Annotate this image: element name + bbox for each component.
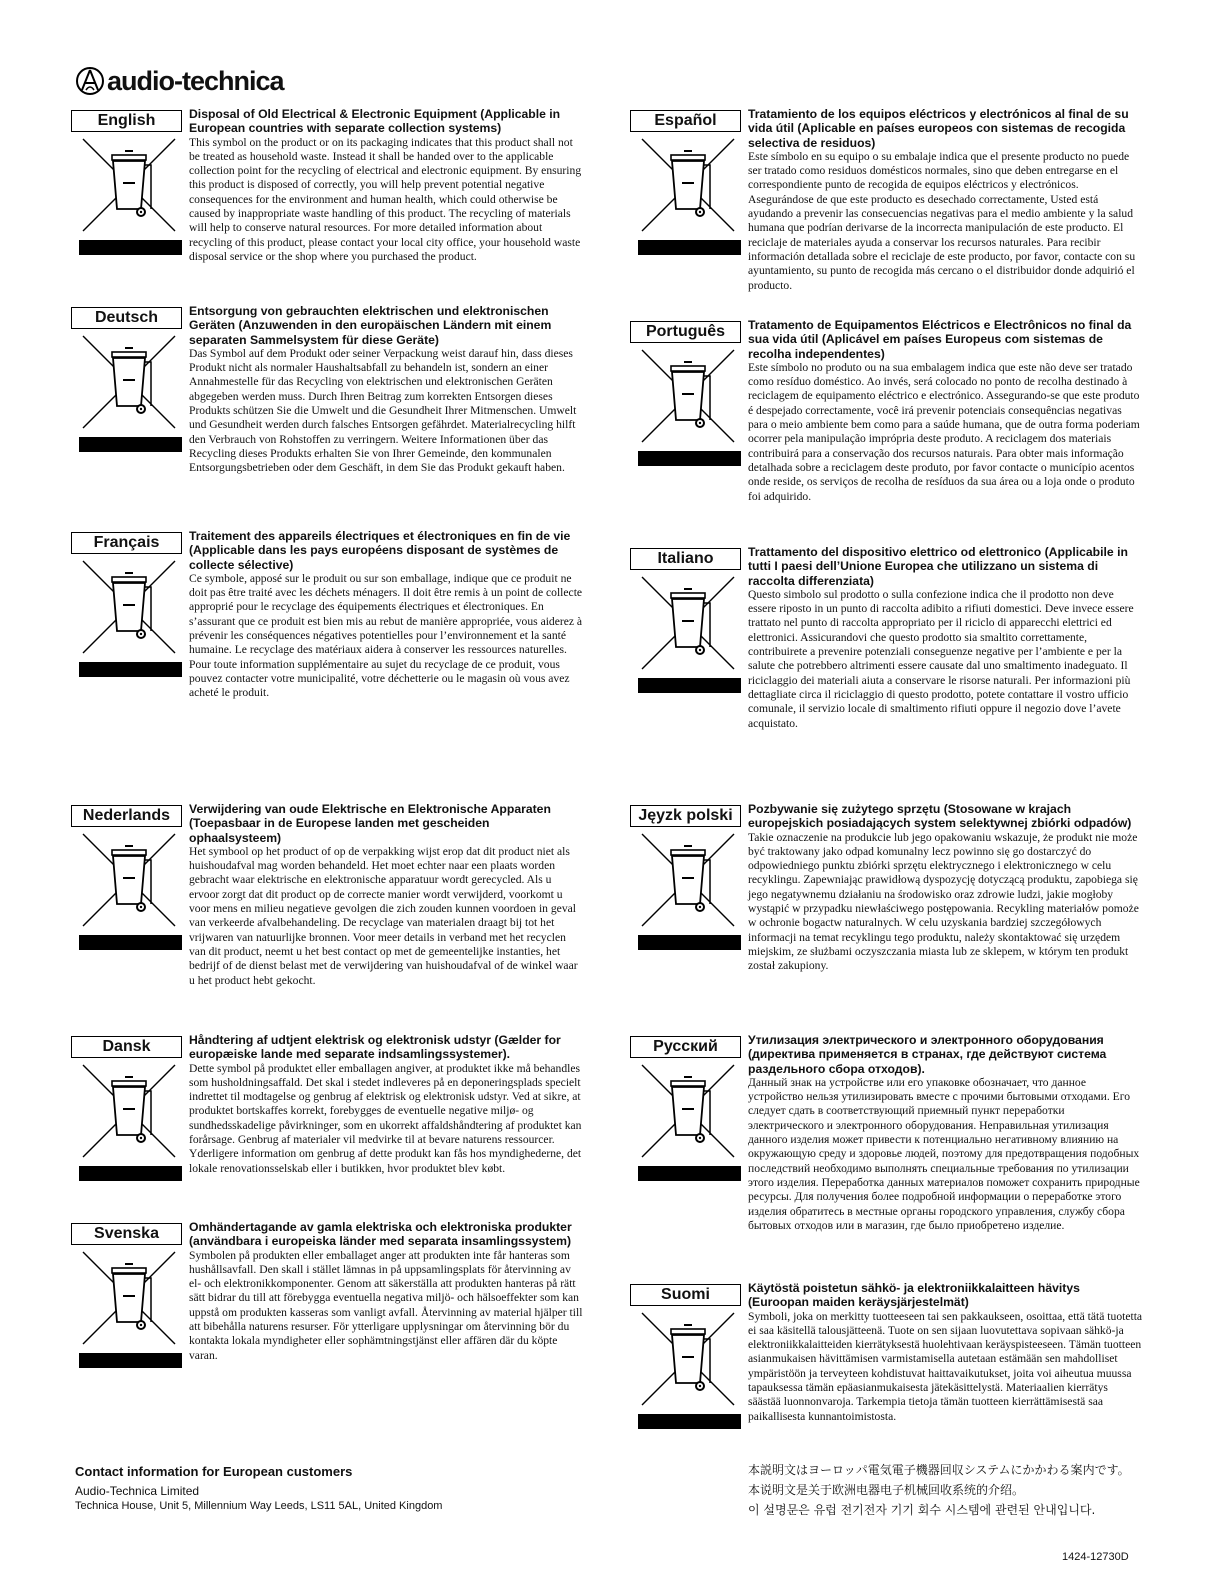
crossed-out-wheelie-bin-icon — [79, 830, 179, 930]
brand-name: audio-technica — [107, 65, 284, 96]
section-body: This symbol on the product or on its packaging indicates that this product shall not be treated as household waste. Instead it shall be handed over to the applicable collection point for the recycling of electrical and electronic equipment. By ensuring this product is disposed of correctly, you will help prevent potential negative consequences for the environment and human health, which could otherwise be caused by inappropriate waste handling of this product. The recycling of materials will help to conserve natural resources. For more detailed information about recycling of this product, please contact your local city office, your household waste disposal service or the shop where you purchased the product. — [189, 135, 582, 263]
section-text — [748, 802, 1143, 974]
brand-logo — [75, 64, 284, 98]
asian-notes — [748, 1460, 1130, 1520]
section-title: Pozbywanie się zużytego sprzętu (Stosowane w krajach europejskich posiadających system selektywnej zbiórki odpadów) — [748, 802, 1132, 831]
section-title: Traitement des appareils électriques et électroniques en fin de vie (Applicable dans les pays européens disposant de systèmes de collecte sélective) — [189, 529, 571, 572]
language-label: English — [71, 110, 182, 132]
section-text — [748, 107, 1143, 293]
crossed-out-wheelie-bin-icon — [79, 332, 179, 432]
section-body: Данный знак на устройстве или его упаковке обозначает, что данное устройство нельзя утилизировать вместе с прочими бытовыми отходами. Его следует сдать в соответствующий приемный пункт переработки электрического и электронного оборудования. Неправильная утилизация данного изделия может привести к потенциально негативному влиянию на окружающую среду и здоровье людей, поэтому для предотвращения подобных последствий необходимо выполнять специальные требования по утилизации этого изделия. Переработка данных материалов поможет сохранить природные ресурсы. Для получения более подробной информации о переработке этого изделия обратитесь в местные органы городского управления, службу сбора бытовых отходов или в магазин, где было приобретено изделие. — [748, 1075, 1140, 1232]
language-label: Suomi — [630, 1284, 741, 1306]
language-label: Dansk — [71, 1036, 182, 1058]
section-title: Tratamiento de los equipos eléctricos y electrónicos al final de su vida útil (Aplicable en países europeos con sistemas de recogida selectiva de residuos) — [748, 107, 1129, 150]
separate-collection-bar — [79, 662, 182, 677]
section-text — [189, 107, 584, 264]
audio-technica-logo-icon — [75, 66, 105, 96]
section-body: Dette symbol på produktet eller emballagen angiver, at produktet ikke må behandles som husholdningsaffald. Det skal i stedet indleveres på en deponeringsplads specielt indrettet til modtagelse og genbrug af elektrisk og elektronisk udstyr. Ved at sikre, at produktet bortskaffes korrekt, forebygges de eventuelle negative miljø- og sundhedsskadelige påvirkninger, som en ukorrekt affaldshåndtering af produktet kan forårsage. Genbrug af materialer vil medvirke til at bevare naturens ressourcer. Yderligere information om genbrug af dette produkt kan fås hos myndighederne, det lokale renovationsselskab eller i butikken, hvor produktet blev købt. — [189, 1061, 582, 1175]
language-label: Русский — [630, 1036, 741, 1058]
crossed-out-wheelie-bin-icon — [79, 1248, 179, 1348]
crossed-out-wheelie-bin-icon — [79, 557, 179, 657]
section-body: Symbolen på produkten eller emballaget anger att produkten inte får hanteras som hushållsavfall. Den skall i stället lämnas in på uppsamlingsplats för återvinning av el- och elektronikkomponenter. Genom att säkerställa att produkten hanteras på rätt sätt bidrar du till att förebygga eventuella negativa miljö- och hälsoeffekter som kan uppstå om produkten kasseras som vanligt avfall. Återvinning av material hjälper till att bibehålla naturens resurser. För ytterligare upplysningar om återvinning bör du kontakta lokala myndigheter eller sophämtningstjänst eller affären där du köpte varan. — [189, 1248, 583, 1362]
language-label: Svenska — [71, 1223, 182, 1245]
section-title: Käytöstä poistetun sähkö- ja elektroniikkalaitteen hävitys (Euroopan maiden keräysjärjestelmät) — [748, 1281, 1080, 1310]
section-title: Утилизация электрического и электронного оборудования (директива применяется в странах, где действуют система раздельного сбора отходов). — [748, 1033, 1107, 1076]
section-body: Takie oznaczenie na produkcie lub jego opakowaniu wskazuje, że produkt nie może być traktowany jako odpad komunalny lecz powinno się go dostarczyć do odpowiedniego punktu zbiórki sprzętu elektrycznego i elektronicznego w celu recyklingu. Zapewniając prawidłową dyspozycję dotyczącą produktu, zapobiega się jego negatywnemu działaniu na środowisko oraz zdrowie ludzi, jakie mogłoby wystąpić w przypadku niewłaściwego postępowania. Recykling materiałów pomoże w ochronie bogactw naturalnych. W celu uzyskania bardziej szczegółowych informacji na temat recyklingu tego produktu, należy skontaktować się urzędem miejskim, ze służbami oczyszczania miasta lub ze sklepem, w którym ten produkt został zakupiony. — [748, 830, 1139, 973]
crossed-out-wheelie-bin-icon — [638, 1061, 738, 1161]
document-number: 1424-12730D — [1062, 1551, 1129, 1563]
crossed-out-wheelie-bin-icon — [638, 135, 738, 235]
section-body: Het symbool op het product of op de verpakking wijst erop dat dit product niet als huishoudafval mag worden behandeld. Het moet echter naar een plaats worden gebracht waar elektrische en elektronische apparatuur wordt gerecycled. Als u ervoor zorgt dat dit product op de correcte manier wordt verwijderd, voorkomt u voor mens en milieu negatieve gevolgen die zich zouden kunnen voordoen in geval van verkeerde afvalbehandeling. De recyclage van materialen draagt bij tot het vrijwaren van natuurlijke bronnen. Voor meer details in verband met het recyclen van dit product, neemt u het best contact op met de gemeentelijke instanties, het bedrijf of de dienst belast met de verwijdering van huishoudafval of de winkel waar u het product hebt gekocht. — [189, 844, 578, 987]
section-title: Verwijdering van oude Elektrische en Elektronische Apparaten (Toepasbaar in de Europese landen met gescheiden ophaalsysteem) — [189, 802, 551, 845]
separate-collection-bar — [638, 1166, 741, 1181]
contact-info — [75, 1464, 442, 1513]
section-text — [189, 1033, 584, 1176]
section-title: Disposal of Old Electrical & Electronic Equipment (Applicable in European countries with separate collection systems) — [189, 107, 561, 136]
crossed-out-wheelie-bin-icon — [638, 346, 738, 446]
section-title: Trattamento del dispositivo elettrico od elettronico (Applicabile in tutti I paesi dell’Unione Europea che utilizzano un sistema di raccolta differenziata) — [748, 545, 1128, 588]
separate-collection-bar — [638, 678, 741, 693]
separate-collection-bar — [79, 437, 182, 452]
section-body: Este símbolo no produto ou na sua embalagem indica que este não deve ser tratado como resíduo doméstico. Ao invés, será colocado no ponto de recolha destinado à reciclagem de equipamento eléctrico e electrónico. Assegurando-se que este produto é despejado correctamente, você irá prevenir potenciais consequências negativas para o meio ambiente bem como para a saúde humana, que de outra forma poderiam ocorrer pela manipulação imprópria deste produto. A reciclagem dos materiais contribuirá para a conservação dos recursos naturais. Para obter mais informação detalhada sobre a reciclagem deste produto, por favor contacte o município acentos onde reside, os serviços de recolha de resíduos da sua área ou a loja onde o produto foi adquirido. — [748, 360, 1140, 503]
contact-address: Technica House, Unit 5, Millennium Way Leeds, LS11 5AL, United Kingdom — [75, 1500, 443, 1512]
crossed-out-wheelie-bin-icon — [638, 573, 738, 673]
section-body: Este símbolo en su equipo o su embalaje indica que el presente producto no puede ser tratado como residuos domésticos normales, sino que deben entregarse en el correspondiente punto de recogida de equipos eléctricos y electrónicos. Asegurándose de que este producto es desechado correctamente, Usted está ayudando a prevenir las consecuencias negativas para el medio ambiente y la salud humana que podrían derivarse de la incorrecta manipulación de este producto. El reciclaje de materiales ayuda a conservar los recursos naturales. Para recibir información detallada sobre el reciclaje de este producto, por favor, contacte con su ayuntamiento, su punto de recogida más cercano o el distribuidor donde adquirió el producto. — [748, 149, 1136, 292]
section-title: Omhändertagande av gamla elektriska och elektroniska produkter (användbara i europeiska länder med separata insamlingssystem) — [189, 1220, 572, 1249]
language-label: Nederlands — [71, 805, 182, 827]
language-label: Jęyzk polski — [630, 805, 741, 827]
separate-collection-bar — [79, 1353, 182, 1368]
language-label: Português — [630, 321, 741, 343]
japanese-note: 本説明文はヨーロッパ電気電子機器回収システムにかかわる案内です。 — [748, 1463, 1130, 1477]
section-text — [748, 545, 1143, 731]
language-label: Français — [71, 532, 182, 554]
language-label: Español — [630, 110, 741, 132]
section-text — [748, 1281, 1143, 1424]
korean-note: 이 설명문은 유럽 전기전자 기기 회수 시스템에 관련된 안내입니다. — [748, 1503, 1096, 1517]
separate-collection-bar — [638, 451, 741, 466]
section-text — [189, 529, 584, 701]
separate-collection-bar — [79, 935, 182, 950]
section-title: Håndtering af udtjent elektrisk og elektronisk udstyr (Gælder for europæiske lande med separate indsamlingssystemer). — [189, 1033, 561, 1062]
crossed-out-wheelie-bin-icon — [79, 135, 179, 235]
contact-title: Contact information for European customers — [75, 1464, 353, 1479]
section-text — [189, 1220, 584, 1363]
section-text — [748, 318, 1143, 504]
crossed-out-wheelie-bin-icon — [79, 1061, 179, 1161]
section-body: Symboli, joka on merkitty tuotteeseen tai sen pakkaukseen, osoittaa, että tätä tuotetta ei saa käsitellä talousjätteenä. Tuote on sen sijaan luovutettava sopivaan sähkö-ja elektroniikkalaitteiden kierrätyksestä huolehtivaan keräyspisteeseen. Tämän tuotteen asianmukaisen hävittämisen varmistamisella autetaan estämään sen mahdolliset ympäristöön ja terveyteen kohdistuvat haittavaikutukset, joita voi aiheutua muussa tapauksessa tämän epäasianmukaisesta jätekäsittelystä. Materiaalien kierrätys säästää luonnonvaroja. Tarkempia tietoja tämän tuotteen kierrättämisestä saa paikallisesta kunnantoimistosta. — [748, 1309, 1143, 1423]
separate-collection-bar — [638, 240, 741, 255]
section-body: Questo simbolo sul prodotto o sulla confezione indica che il prodotto non deve essere riposto in un punto di raccolta adibito a rifiuti domestici. Deve invece essere trattato nel punto di raccolta appropriato per il riciclo di apparecchi elettrici ed elettronici. Assicurandovi che questo prodotto sia smaltito correttamente, contribuirete a prevenire potenziali conseguenze negative per l’ambiente e per la salute che potrebbero altrimenti essere causate dal uno smaltimento inadeguato. Il riciclaggio dei materiali aiuta a conservare le risorse naturali. Per informazioni più dettagliate circa il riciclaggio di questo prodotto, potete contattare il vostro ufficio comunale, il servizio locale di smaltimento rifiuti oppure il negozio dove l’avete acquistato. — [748, 587, 1134, 730]
section-body: Das Symbol auf dem Produkt oder seiner Verpackung weist darauf hin, dass dieses Produkt nicht als normaler Haushaltsabfall zu behandeln ist, sondern an einer Annahmestelle für das Recycling von elektrischen und elektronischen Geräten abgegeben werden muss. Durch Ihren Beitrag zum korrekten Entsorgen dieses Produkts schützen Sie die Umwelt und die Gesundheit Ihrer Mitmenschen. Umwelt und Gesundheit werden durch falsches Entsorgen gefährdet. Materialrecycling hilft den Verbrauch von Rohstoffen zu verringern. Weitere Informationen über das Recycling dieses Produkts erhalten Sie von Ihrer Gemeinde, den kommunalen Entsorgungsbetrieben oder dem Geschäft, in dem Sie das Produkt gekauft haben. — [189, 346, 577, 475]
separate-collection-bar — [638, 935, 741, 950]
section-text — [189, 304, 584, 476]
section-title: Tratamento de Equipamentos Eléctricos e Electrônicos no final da sua vida útil (Aplicável em países Europeus com sistemas de recolha independentes) — [748, 318, 1132, 361]
section-text — [189, 802, 584, 988]
section-body: Ce symbole, apposé sur le produit ou sur son emballage, indique que ce produit ne doit pas être traité avec les déchets ménagers. Il doit être remis à un point de collecte approprié pour le recyclage des équipements électriques et électroniques. En s’assurant que ce produit est bien mis au rebut de manière appropriée, vous aiderez à prévenir les conséquences négatives potentielles pour l’environnement et la santé humaine. Le recyclage des matériaux aidera à conserver les ressources naturelles. Pour toute information supplémentaire au sujet du recyclage de ce produit, vous pouvez contacter votre municipalité, votre déchetterie ou le magasin où vous avez acheté le produit. — [189, 571, 583, 700]
section-text — [748, 1033, 1143, 1233]
language-label: Deutsch — [71, 307, 182, 329]
language-label: Italiano — [630, 548, 741, 570]
crossed-out-wheelie-bin-icon — [638, 830, 738, 930]
separate-collection-bar — [79, 240, 182, 255]
separate-collection-bar — [79, 1166, 182, 1181]
crossed-out-wheelie-bin-icon — [638, 1309, 738, 1409]
chinese-note: 本说明文是关于欧洲电器电子机械回收系统的介绍。 — [748, 1483, 1025, 1497]
section-title: Entsorgung von gebrauchten elektrischen und elektronischen Geräten (Anzuwenden in den europäischen Ländern mit einem separaten Sammelsystem für diese Geräte) — [189, 304, 552, 347]
separate-collection-bar — [638, 1414, 741, 1429]
contact-company: Audio-Technica Limited — [75, 1484, 200, 1498]
